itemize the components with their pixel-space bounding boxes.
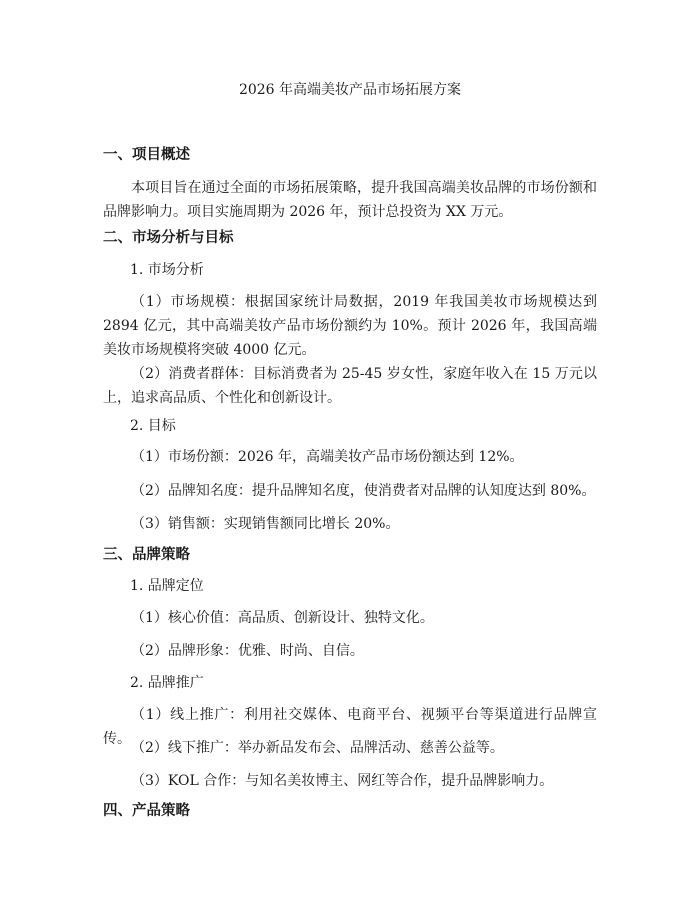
section-heading-overview: 一、项目概述	[103, 147, 190, 163]
list-item-brand-awareness: （2）品牌知名度：提升品牌知名度，使消费者对品牌的认知度达到 80%。	[131, 483, 596, 499]
subheading-market-analysis: 1. 市场分析	[130, 262, 204, 278]
subheading-brand-promotion: 2. 品牌推广	[130, 675, 204, 691]
document-title: 2026 年高端美妆产品市场拓展方案	[238, 82, 462, 98]
subheading-brand-positioning: 1. 品牌定位	[130, 578, 204, 594]
list-item-brand-image: （2）品牌形象：优雅、时尚、自信。	[131, 643, 364, 659]
list-item-sales: （3）销售额：实现销售额同比增长 20%。	[131, 516, 400, 532]
list-item-core-value: （1）核心价值：高品质、创新设计、独特文化。	[131, 610, 434, 626]
section-heading-brand-strategy: 三、品牌策略	[103, 547, 190, 563]
list-item-consumer-group: （2）消费者群体：目标消费者为 25-45 岁女性，家庭年收入在 15 万元以上，追求高品质、个性化和创新设计。	[103, 366, 597, 406]
list-item-market-size: （1）市场规模：根据国家统计局数据，2019 年我国美妆市场规模达到 2894 亿元，其中高端美妆产品市场份额约为 10%。预计 2026 年，我国高端美妆市场规模将突破 4000 亿元。	[103, 294, 597, 358]
subheading-goals: 2. 目标	[130, 418, 176, 434]
list-item-online-promotion: （1）线上推广：利用社交媒体、电商平台、视频平台等渠道进行品牌宣传。	[103, 707, 597, 747]
list-item-market-share: （1）市场份额：2026 年，高端美妆产品市场份额达到 12%。	[131, 449, 524, 465]
list-item-kol-cooperation: （3）KOL 合作：与知名美妆博主、网红等合作，提升品牌影响力。	[131, 773, 554, 789]
section-heading-product-strategy: 四、产品策略	[103, 803, 190, 819]
overview-paragraph: 本项目旨在通过全面的市场拓展策略，提升我国高端美妆品牌的市场份额和品牌影响力。项目实施周期为 2026 年，预计总投资为 XX 万元。	[103, 180, 597, 220]
section-heading-market-analysis: 二、市场分析与目标	[103, 230, 234, 246]
list-item-offline-promotion: （2）线下推广：举办新品发布会、品牌活动、慈善公益等。	[131, 740, 504, 756]
